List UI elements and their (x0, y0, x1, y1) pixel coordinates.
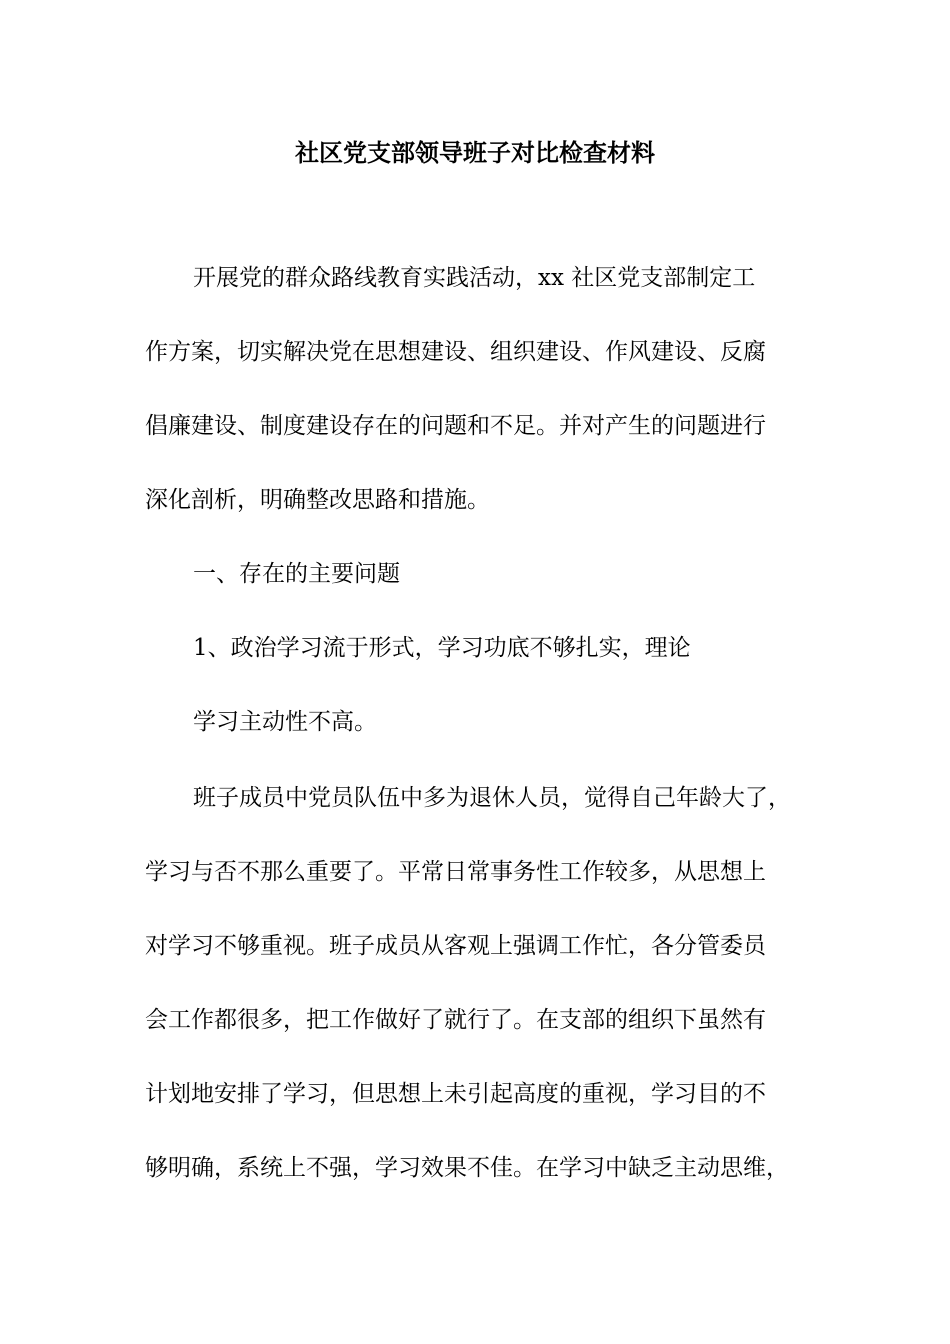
body-line-5: 计划地安排了学习，但思想上未引起高度的重视，学习目的不 (145, 1081, 766, 1107)
item-heading-line-2: 学习主动性不高。 (193, 709, 377, 735)
intro-line-2: 作方案，切实解决党在思想建设、组织建设、作风建设、反腐 (145, 339, 766, 365)
body-line-1: 班子成员中党员队伍中多为退休人员，觉得自己年龄大了， (193, 785, 791, 811)
item-heading-line-1: 1、政治学习流于形式，学习功底不够扎实，理论 (193, 635, 691, 661)
section-heading: 一、存在的主要问题 (193, 561, 400, 587)
body-line-2: 学习与否不那么重要了。平常日常事务性工作较多，从思想上 (145, 859, 766, 885)
body-line-3: 对学习不够重视。班子成员从客观上强调工作忙，各分管委员 (145, 933, 766, 959)
body-line-6: 够明确，系统上不强，学习效果不佳。在学习中缺乏主动思维， (145, 1155, 789, 1181)
intro-line-4: 深化剖析，明确整改思路和措施。 (145, 487, 490, 513)
body-line-4: 会工作都很多，把工作做好了就行了。在支部的组织下虽然有 (145, 1007, 766, 1033)
document-title: 社区党支部领导班子对比检查材料 (295, 138, 655, 167)
intro-line-1: 开展党的群众路线教育实践活动，xx 社区党支部制定工 (193, 265, 756, 291)
intro-line-3: 倡廉建设、制度建设存在的问题和不足。并对产生的问题进行 (145, 413, 766, 439)
